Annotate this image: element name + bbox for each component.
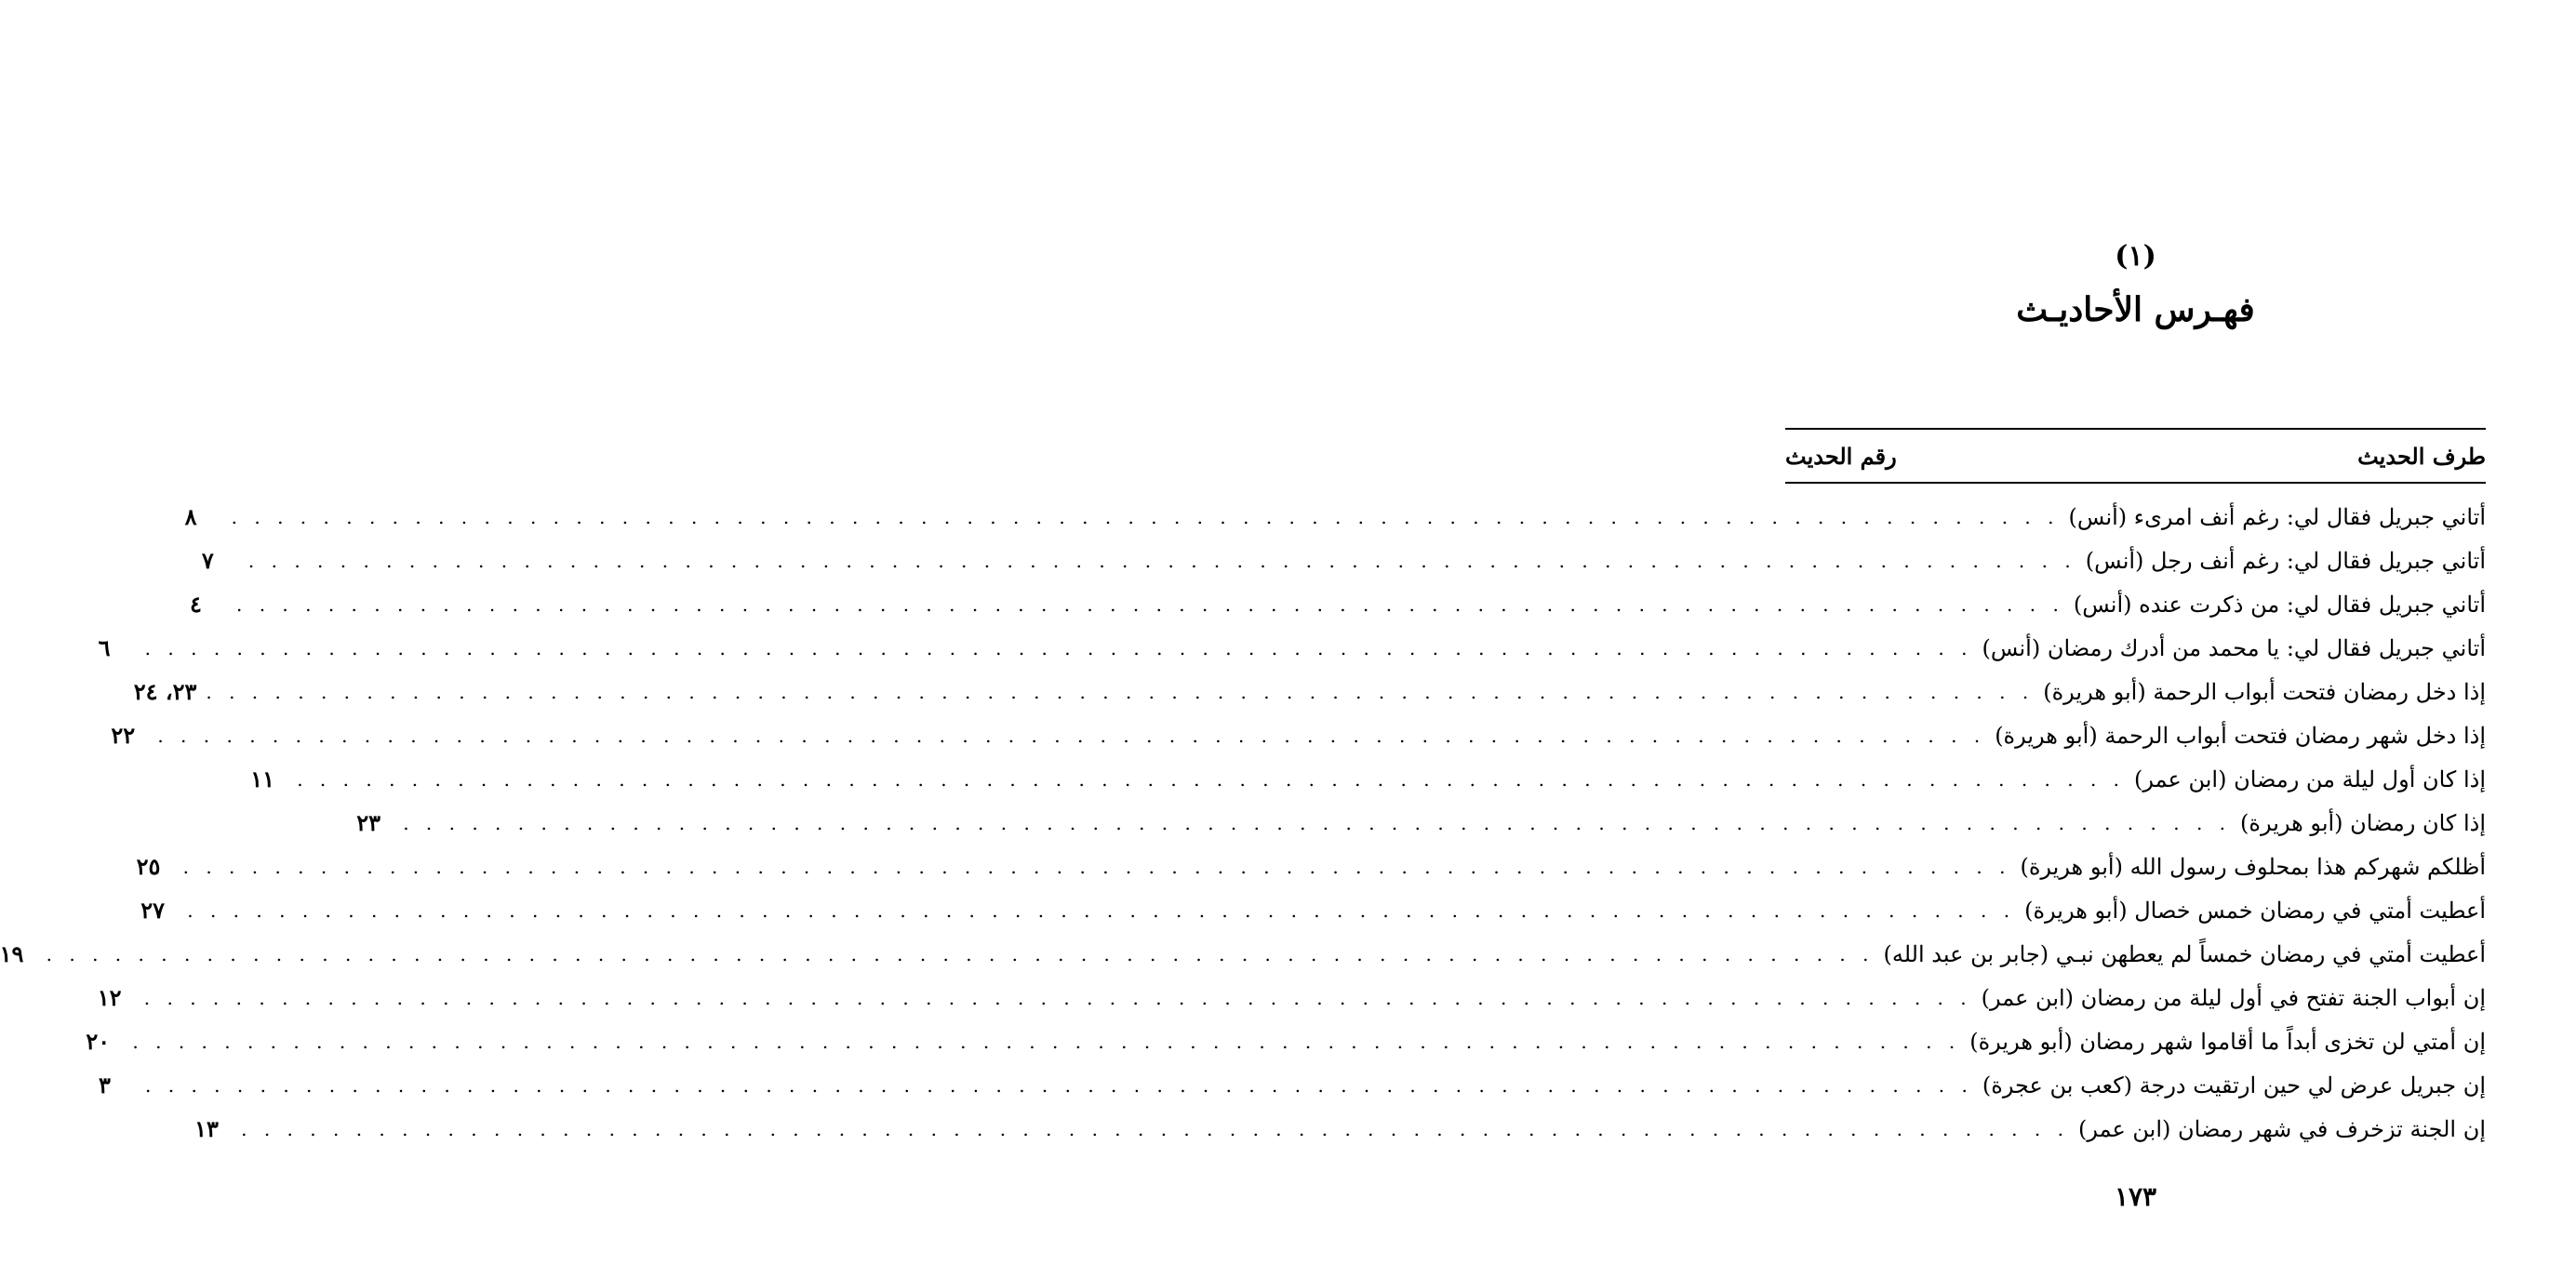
hadith-text: إن جبريل عرض لي حين ارتقيت درجة (كعب بن عجرة) xyxy=(1982,1072,2486,1098)
hadith-text: أعطيت أمتي في رمضان خمساً لم يعطهن نبـي (جابر بن عبد الله) xyxy=(1883,940,2486,967)
hadith-number: ٨ xyxy=(184,503,197,530)
hadith-text: إن الجنة تزخرف في شهر رمضان (ابن عمر) xyxy=(2077,1115,2486,1142)
table-row xyxy=(250,757,2486,801)
dot-leader: . . . . . . . . . . . . . . . . . . . . . . . . . . . . . . . . . . . . . . . . . . . . . . . . . . . . . . . . . . . . . . . . . . . . . . . . . . . . . . . . xyxy=(247,549,2076,572)
table-row xyxy=(0,932,2486,976)
section-number: (١) xyxy=(2115,240,2156,273)
dot-leader: . . . . . . . . . . . . . . . . . . . . . . . . . . . . . . . . . . . . . . . . . . . . . . . . . . . . . . . . . . . . . . . . . . . . . . . . . . . . . . . . xyxy=(144,636,1973,659)
dot-leader: . . . . . . . . . . . . . . . . . . . . . . . . . . . . . . . . . . . . . . . . . . . . . . . . . . . . . . . . . . . . . . . . . . . . . . . . . . . . . . . . xyxy=(235,592,2064,616)
hadith-text: إن أمتي لن تخزى أبداً ما أقاموا شهر رمضان (أبو هريرة) xyxy=(1969,1028,2486,1055)
hadith-number: ١٩ xyxy=(0,940,24,967)
hadith-text: إذا كان أول ليلة من رمضان (ابن عمر) xyxy=(2134,765,2486,792)
table-row xyxy=(111,713,2486,757)
hadith-text: أعطيت أمتي في رمضان خمس خصال (أبو هريرة) xyxy=(2024,897,2486,924)
hadith-number: ٣ xyxy=(99,1072,111,1098)
dot-leader: . . . . . . . . . . . . . . . . . . . . . . . . . . . . . . . . . . . . . . . . . . . . . . . . . . . . . . . . . . . . . . . . . . . . . . . . . . . . . . . . xyxy=(241,1117,2069,1140)
table-row xyxy=(201,539,2486,582)
dot-leader: . . . . . . . . . . . . . . . . . . . . . . . . . . . . . . . . . . . . . . . . . . . . . . . . . . . . . . . . . . . . . . . . . . . . . . . . . . . . . . . . xyxy=(187,899,2016,922)
table-row xyxy=(140,888,2486,932)
hadith-number: ٢٧ xyxy=(140,897,166,924)
dot-leader: . . . . . . . . . . . . . . . . . . . . . . . . . . . . . . . . . . . . . . . . . . . . . . . . . . . . . . . . . . . . . . . . . . . . . . . . . . . . . . . . xyxy=(403,811,2232,834)
table-rows xyxy=(0,495,2486,1151)
hadith-number: ٢٣ xyxy=(356,809,380,836)
hadith-number: ٢٥ xyxy=(136,853,161,880)
hadith-number: ٦ xyxy=(98,634,111,661)
dot-leader: . . . . . . . . . . . . . . . . . . . . . . . . . . . . . . . . . . . . . . . . . . . . . . . . . . . . . . . . . . . . . . . . . . . . . . . . . . . . . . . . xyxy=(297,767,2126,791)
hadith-text: إذا دخل رمضان فتحت أبواب الرحمة (أبو هريرة) xyxy=(2043,678,2486,705)
header-rule xyxy=(1785,482,2486,484)
page-number: ١٧٣ xyxy=(2114,1181,2157,1212)
table-row xyxy=(97,976,2486,1019)
hadith-number: ٢٠ xyxy=(86,1028,111,1055)
hadith-number: ٢٣، ٢٤ xyxy=(133,678,197,705)
hadith-number: ٢٢ xyxy=(111,722,136,749)
table-row xyxy=(189,582,2486,626)
table-row xyxy=(194,1107,2486,1151)
dot-leader: . . . . . . . . . . . . . . . . . . . . . . . . . . . . . . . . . . . . . . . . . . . . . . . . . . . . . . . . . . . . . . . . . . . . . . . . . . . . . . . . xyxy=(157,724,1986,747)
hadith-text: أتاني جبريل فقال لي: يا محمد من أدرك رمضان (أنس) xyxy=(1982,634,2486,661)
table-row xyxy=(86,1019,2486,1063)
table-row xyxy=(99,1063,2486,1107)
hadith-text: أتاني جبريل فقال لي: رغم أنف رجل (أنس) xyxy=(2085,547,2486,574)
table-row xyxy=(184,495,2486,539)
dot-leader: . . . . . . . . . . . . . . . . . . . . . . . . . . . . . . . . . . . . . . . . . . . . . . . . . . . . . . . . . . . . . . . . . . . . . . . . . . . . . . . . xyxy=(132,1030,1961,1053)
hadith-text: إن أبواب الجنة تفتح في أول ليلة من رمضان (ابن عمر) xyxy=(1981,984,2486,1011)
dot-leader: . . . . . . . . . . . . . . . . . . . . . . . . . . . . . . . . . . . . . . . . . . . . . . . . . . . . . . . . . . . . . . . . . . . . . . . . . . . . . . . . xyxy=(206,680,2035,703)
table-row xyxy=(98,626,2486,670)
hadith-text: إذا دخل شهر رمضان فتحت أبواب الرحمة (أبو هريرة) xyxy=(1995,722,2486,749)
dot-leader: . . . . . . . . . . . . . . . . . . . . . . . . . . . . . . . . . . . . . . . . . . . . . . . . . . . . . . . . . . . . . . . . . . . . . . . . . . . . . . . . xyxy=(145,1073,1973,1097)
dot-leader: . . . . . . . . . . . . . . . . . . . . . . . . . . . . . . . . . . . . . . . . . . . . . . . . . . . . . . . . . . . . . . . . . . . . . . . . . . . . . . . . xyxy=(231,505,2060,528)
dot-leader: . . . . . . . . . . . . . . . . . . . . . . . . . . . . . . . . . . . . . . . . . . . . . . . . . . . . . . . . . . . . . . . . . . . . . . . . . . . . . . . . xyxy=(46,942,1875,965)
hadith-text: أتاني جبريل فقال لي: رغم أنف امرىء (أنس) xyxy=(2068,503,2486,530)
hadith-number: ١١ xyxy=(250,765,274,792)
table-row xyxy=(136,845,2486,888)
column-header-hadith: طرف الحديث xyxy=(2357,442,2486,470)
column-header-number: رقم الحديث xyxy=(1785,442,1897,470)
hadith-number: ٧ xyxy=(201,547,214,574)
table-row xyxy=(356,801,2486,845)
table-header xyxy=(1785,430,2486,482)
dot-leader: . . . . . . . . . . . . . . . . . . . . . . . . . . . . . . . . . . . . . . . . . . . . . . . . . . . . . . . . . . . . . . . . . . . . . . . . . . . . . . . . xyxy=(182,855,2011,878)
page-title: فهـرس الأحاديـث xyxy=(2016,290,2255,329)
hadith-index-table xyxy=(0,428,2486,1151)
hadith-number: ١٣ xyxy=(194,1115,219,1142)
hadith-text: أتاني جبريل فقال لي: من ذكرت عنده (أنس) xyxy=(2073,591,2486,618)
dot-leader: . . . . . . . . . . . . . . . . . . . . . . . . . . . . . . . . . . . . . . . . . . . . . . . . . . . . . . . . . . . . . . . . . . . . . . . . . . . . . . . . xyxy=(143,986,1972,1009)
hadith-number: ٤ xyxy=(189,591,202,618)
table-row xyxy=(133,670,2486,713)
hadith-text: أظلكم شهركم هذا بمحلوف رسول الله (أبو هريرة) xyxy=(2020,853,2486,880)
hadith-number: ١٢ xyxy=(97,984,122,1011)
hadith-text: إذا كان رمضان (أبو هريرة) xyxy=(2240,809,2486,836)
